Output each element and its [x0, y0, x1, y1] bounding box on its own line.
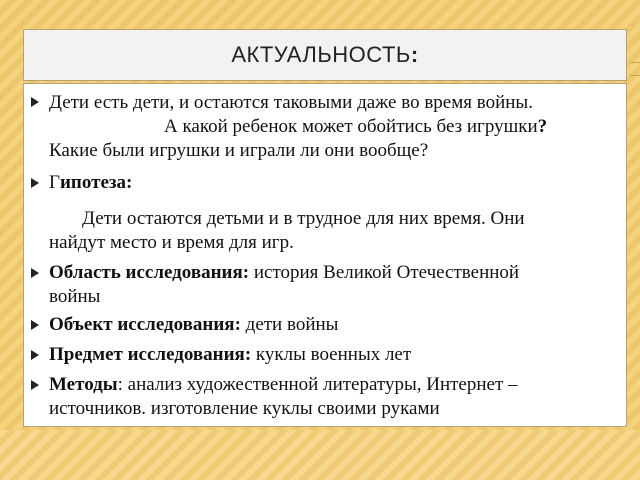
item-1-question: А какой ребенок может обойтись без игрушки: [164, 116, 538, 137]
content-panel: [23, 83, 627, 427]
slide-title: [24, 42, 626, 68]
research-object-text: дети войны: [240, 314, 339, 335]
research-object-label: Объект исследования:: [49, 314, 241, 335]
bullet-icon: [31, 268, 41, 277]
methods-label: Методы: [49, 374, 118, 395]
decorative-lines: [630, 62, 640, 76]
bullet-icon: [31, 97, 41, 106]
methods-text: : анализ художественной литературы, Интернет –: [117, 374, 518, 395]
item-1-question-mark: ?: [537, 116, 548, 137]
research-area: [49, 262, 519, 284]
research-subject: [49, 344, 411, 366]
research-object: [49, 314, 338, 336]
item-1-line-1: Дети есть дети, и остаются таковыми даже во время войны.: [49, 92, 533, 113]
hypothesis-heading: [49, 172, 132, 194]
hypothesis-line-1: Дети остаются детьми и в трудное для них время. Они: [82, 208, 525, 229]
background-bottom-band: [0, 430, 640, 480]
research-subject-label: Предмет исследования:: [49, 344, 252, 365]
hypothesis-prefix: Г: [49, 172, 60, 193]
hypothesis-label: ипотеза:: [59, 172, 133, 193]
bullet-icon: [31, 350, 41, 359]
title-bar: [23, 29, 627, 81]
research-area-text: история Великой Отечественной: [249, 262, 520, 283]
title-text: АКТУАЛЬНОСТЬ: [231, 42, 411, 67]
hypothesis-line-2: найдут место и время для игр.: [49, 232, 294, 253]
bullet-icon: [31, 178, 41, 187]
research-subject-text: куклы военных лет: [251, 344, 412, 365]
research-area-label: Область исследования:: [49, 262, 250, 283]
item-1-line-3: Какие были игрушки и играли ли они вообще?: [49, 140, 429, 161]
methods-line-2: источников. изготовление куклы своими руками: [49, 398, 440, 419]
item-1-line-2: [164, 116, 547, 138]
research-area-line-2: войны: [49, 286, 101, 307]
bullet-icon: [31, 380, 41, 389]
bullet-icon: [31, 320, 41, 329]
title-colon: :: [410, 42, 419, 67]
methods: [49, 374, 518, 396]
